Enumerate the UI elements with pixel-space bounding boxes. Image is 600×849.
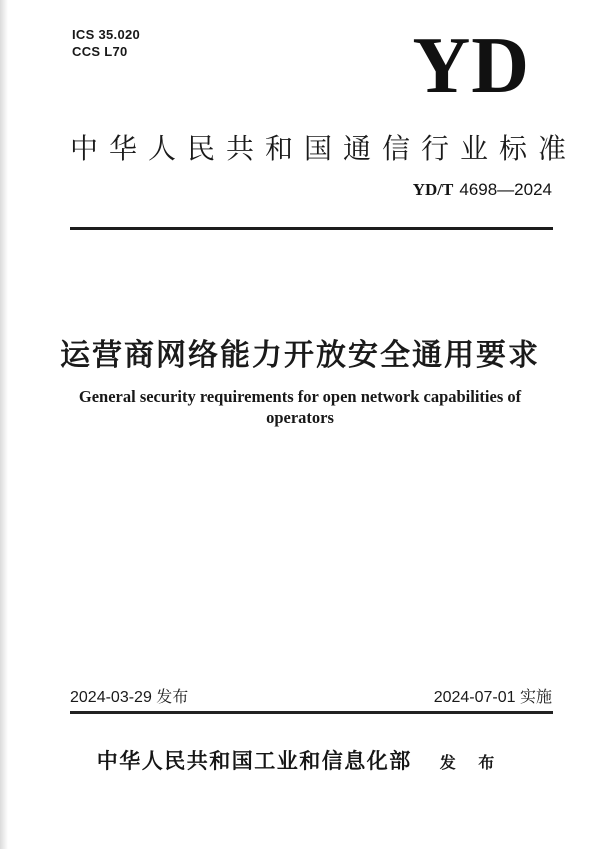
standard-number-prefix: YD/T (412, 180, 454, 199)
document-title-chinese: 运营商网络能力开放安全通用要求 (60, 339, 540, 372)
standard-number (413, 180, 552, 199)
document-title-english-line2: operators (266, 408, 334, 427)
ccs-code: CCS L70 (72, 44, 128, 59)
issue-date: 2024-03-29 发布 (70, 689, 189, 706)
document-title-english (0, 386, 600, 428)
classification-codes (72, 26, 140, 60)
bottom-divider-rule (70, 711, 553, 714)
yd-logo: YD (412, 22, 530, 110)
standard-number-value: 4698—2024 (459, 180, 552, 199)
implement-date: 2024-07-01 实施 (433, 689, 552, 706)
top-divider-rule (70, 227, 553, 230)
publisher-row (0, 745, 600, 775)
document-title-english-line1: General security requirements for open network capabilities of (78, 387, 522, 406)
publish-label: 发 布 (439, 755, 504, 772)
publisher-name: 中华人民共和国工业和信息化部 (96, 750, 412, 773)
ics-code: ICS 35.020 (72, 27, 141, 42)
standard-series-title: 中华人民共和国通信行业标准 (70, 133, 578, 164)
dates-row (70, 688, 552, 708)
